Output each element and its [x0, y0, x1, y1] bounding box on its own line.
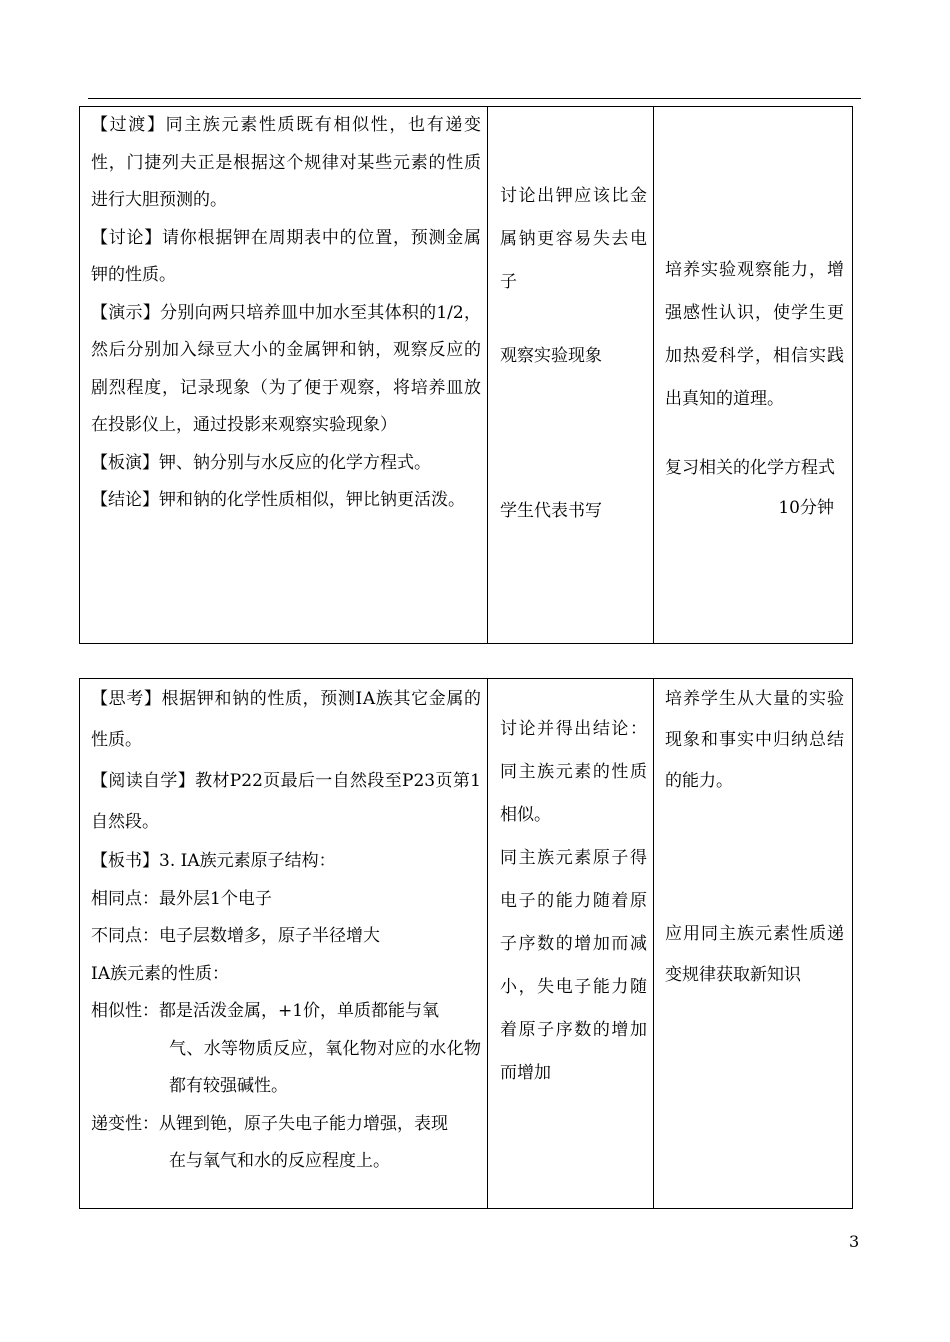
- student-activity-cell: [488, 107, 654, 644]
- student-activity-cell: [488, 679, 654, 1209]
- design-intent-cell: [654, 679, 853, 1209]
- time-text: 10分钟: [778, 498, 834, 518]
- think-text: 【思考】根据钾和钠的性质，预测ⅠA族其它金属的性质。: [91, 689, 481, 750]
- discussion-text: 【讨论】请你根据钾在周期表中的位置，预测金属钾的性质。: [91, 227, 481, 285]
- student-gradient-text: 同主族元素原子得电子的能力随着原子序数的增加而减小，失电子能力随着原子序数的增加而增加: [500, 848, 647, 1083]
- intent-application-text: 应用同主族元素性质递变规律获取新知识: [665, 924, 844, 985]
- gradient-continued-text: 在与氧气和水的反应程度上。: [169, 1151, 390, 1171]
- intent-review-text: 复习相关的化学方程式: [665, 458, 835, 478]
- student-observe-text: 观察实验现象: [500, 346, 602, 366]
- table-row: [80, 107, 853, 644]
- lesson-table-1: [79, 106, 853, 644]
- page-number: 3: [849, 1232, 860, 1251]
- gradient-text: 递变性：从锂到铯，原子失电子能力增强，表现: [91, 1113, 448, 1134]
- intent-induction-text: 培养学生从大量的实验现象和事实中归纳总结的能力。: [665, 689, 844, 791]
- reading-text: 【阅读自学】教材P22页最后一自然段至P23页第1自然段。: [91, 771, 481, 832]
- similarity-continued-text: 气、水等物质反应，氧化物对应的水化物都有较强碱性。: [169, 1038, 481, 1096]
- similarity-point-text: 相同点：最外层1个电子: [91, 888, 272, 909]
- student-write-text: 学生代表书写: [500, 500, 602, 521]
- student-conclusion-text: 讨论并得出结论：同主族元素的性质相似。: [500, 719, 647, 825]
- teacher-activity-cell: [80, 107, 488, 644]
- intent-observation-text: 培养实验观察能力，增强感性认识，使学生更加热爱科学，相信实践出真知的道理。: [665, 260, 844, 409]
- difference-point-text: 不同点：电子层数增多，原子半径增大: [91, 926, 380, 946]
- conclusion-text: 【结论】钾和钠的化学性质相似，钾比钠更活泼。: [91, 490, 465, 510]
- transition-text: 【过渡】同主族元素性质既有相似性，也有递变性，门捷列夫正是根据这个规律对某些元素的性质进行大胆预测的。: [91, 115, 481, 210]
- table-row: [80, 679, 853, 1209]
- design-intent-cell: [654, 107, 853, 644]
- lesson-table-2: [79, 678, 853, 1209]
- properties-heading-text: ⅠA族元素的性质：: [91, 963, 229, 984]
- similarity-text: 相似性：都是活泼金属，+1价，单质都能与氧: [91, 1001, 440, 1021]
- teacher-activity-cell: [80, 679, 488, 1209]
- demonstration-text: 【演示】分别向两只培养皿中加水至其体积的1/2，然后分别加入绿豆大小的金属钾和钠，观察反应的剧烈程度，记录现象（为了便于观察，将培养皿放在投影仪上，通过投影来观察实验现象）: [91, 302, 481, 435]
- board-demo-text: 【板演】钾、钠分别与水反应的化学方程式。: [91, 452, 431, 473]
- board-writing-text: 【板书】3. ⅠA族元素原子结构：: [91, 851, 336, 871]
- student-discuss-text: 讨论出钾应该比金属钠更容易失去电子: [500, 186, 647, 292]
- header-rule: [88, 98, 861, 99]
